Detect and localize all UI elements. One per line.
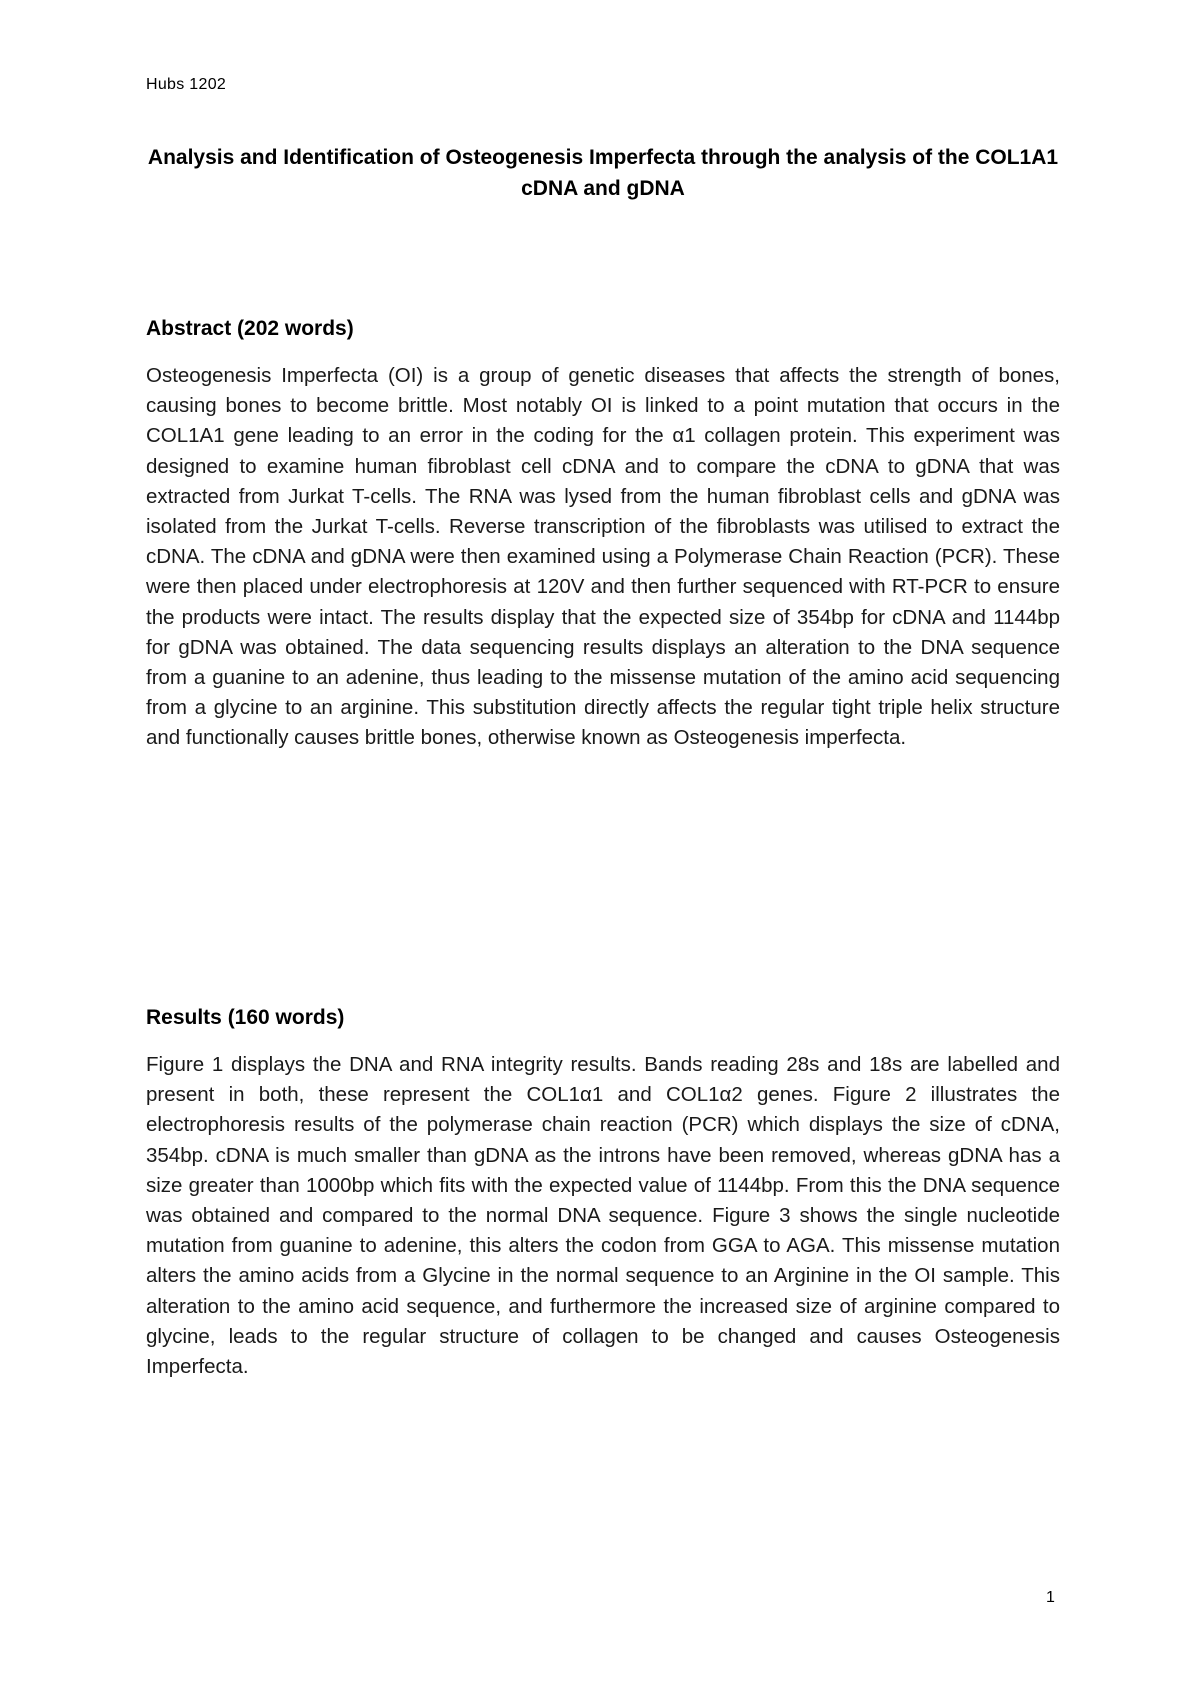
results-heading: Results (160 words) [146,1006,345,1029]
abstract-heading: Abstract (202 words) [146,317,354,340]
document-title: Analysis and Identification of Osteogenesis Imperfecta through the analysis of the COL1A1 cDNA and gDNA [147,146,1059,200]
page-number: 1 [1046,1589,1055,1606]
abstract-paragraph: Osteogenesis Imperfecta (OI) is a group of genetic diseases that affects the strength of bones, causing bones to become brittle. Most notably OI is linked to a point mutation that occurs in the COL1A1 gene leading to an error in the coding for the α1 collagen protein. This experiment was designed to examine human fibroblast cell cDNA and to compare the cDNA to gDNA that was extracted from Jurkat T-cells. The RNA was lysed from the human fibroblast cells and gDNA was isolated from the Jurkat T-cells. Reverse transcription of the fibroblasts was utilised to extract the cDNA. The cDNA and gDNA were then examined using a Polymerase Chain Reaction (PCR). These were then placed under electrophoresis at 120V and then further sequenced with RT-PCR to ensure the products were intact. The results display that the expected size of 354bp for cDNA and 1144bp for gDNA was obtained. The data sequencing results displays an alteration to the DNA sequence from a guanine to an adenine, thus leading to the missense mutation of the amino acid sequencing from a glycine to an arginine. This substitution directly affects the regular tight triple helix structure and functionally causes brittle bones, otherwise known as Osteogenesis imperfecta. [146,364,1060,750]
results-paragraph: Figure 1 displays the DNA and RNA integrity results. Bands reading 28s and 18s are labelled and present in both, these represent the COL1α1 and COL1α2 genes. Figure 2 illustrates the electrophoresis results of the polymerase chain reaction (PCR) which displays the size of cDNA, 354bp. cDNA is much smaller than gDNA as the introns have been removed, whereas gDNA has a size greater than 1000bp which fits with the expected value of 1144bp. From this the DNA sequence was obtained and compared to the normal DNA sequence. Figure 3 shows the single nucleotide mutation from guanine to adenine, this alters the codon from GGA to AGA. This missense mutation alters the amino acids from a Glycine in the normal sequence to an Arginine in the OI sample. This alteration to the amino acid sequence, and furthermore the increased size of arginine compared to glycine, leads to the regular structure of collagen to be changed and causes Osteogenesis Imperfecta. [146,1053,1060,1379]
page-header: Hubs 1202 [146,76,227,93]
